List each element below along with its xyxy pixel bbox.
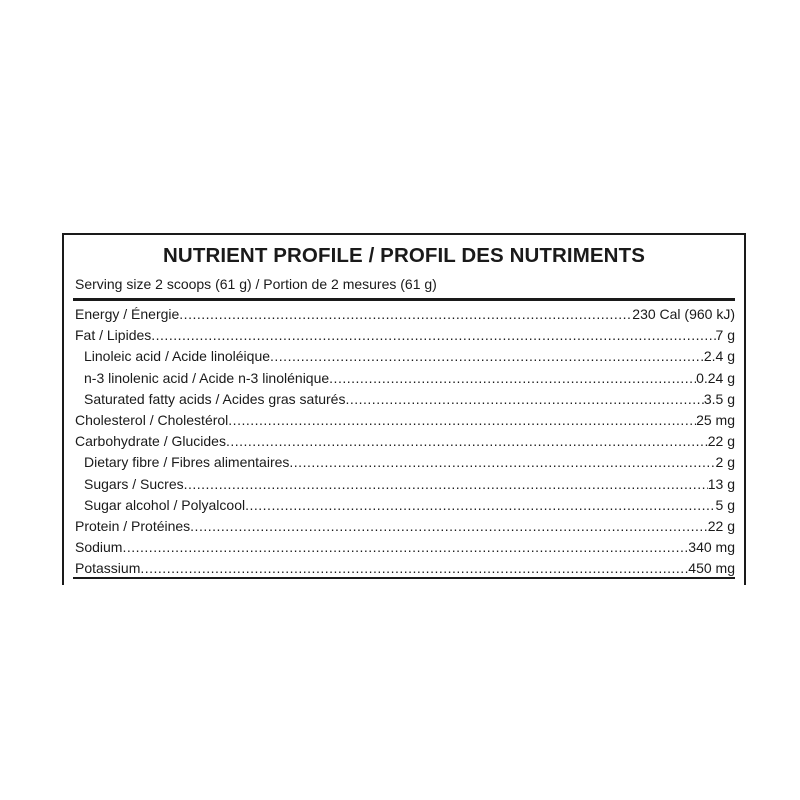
nutrient-row-fat: [75, 325, 735, 346]
dot-leader: [184, 474, 708, 495]
nutrient-label: Sugar alcohol / Polyalcool: [84, 496, 246, 513]
nutrient-value: 7 g: [715, 327, 735, 344]
nutrient-label: Protein / Protéines: [75, 517, 191, 534]
nutrient-value: 450 mg: [688, 560, 735, 577]
nutrient-value: 22 g: [707, 433, 735, 450]
dot-leader: [270, 346, 704, 367]
panel-title: NUTRIENT PROFILE / PROFIL DES NUTRIMENTS: [163, 244, 645, 267]
nutrient-label: Sodium: [75, 539, 123, 556]
nutrient-label: Dietary fibre / Fibres alimentaires: [84, 454, 290, 471]
nutrient-value: 230 Cal (960 kJ): [632, 306, 735, 322]
nutrient-list: [75, 304, 735, 579]
nutrient-row-sugars: [75, 474, 735, 495]
nutrient-row-cholesterol: [75, 410, 735, 431]
nutrient-label: Potassium: [75, 560, 141, 577]
nutrient-label: Sugars / Sucres: [84, 475, 184, 492]
nutrient-row-linoleic-acid: [75, 346, 735, 367]
dot-leader: [190, 516, 708, 537]
nutrient-value: 5 g: [715, 496, 735, 513]
nutrient-label: n-3 linolenic acid / Acide n-3 linolénique: [84, 369, 330, 386]
serving-size: Serving size 2 scoops (61 g) / Portion de 2 mesures (61 g): [75, 276, 437, 292]
nutrient-row-dietary-fibre: [75, 452, 735, 473]
nutrient-row-energy: [75, 304, 735, 325]
dot-leader: [345, 389, 703, 410]
dot-leader: [245, 495, 715, 516]
dot-leader: [228, 410, 696, 431]
nutrient-label: Carbohydrate / Glucides: [75, 433, 226, 450]
nutrient-label: Energy / Énergie: [75, 306, 180, 322]
nutrient-value: 2.4 g: [703, 348, 735, 365]
nutrient-row-sodium: [75, 537, 735, 558]
nutrient-label: Linoleic acid / Acide linoléique: [84, 348, 271, 365]
nutrient-row-carbohydrate: [75, 431, 735, 452]
nutrient-row-sugar-alcohol: [75, 495, 735, 516]
nutrient-profile-panel: [62, 233, 746, 585]
bottom-divider: [73, 577, 735, 579]
dot-leader: [226, 431, 708, 452]
nutrient-value: 13 g: [707, 475, 735, 492]
dot-leader: [329, 368, 696, 389]
nutrient-row-saturated-fatty-acids: [75, 389, 735, 410]
nutrient-row-linolenic-acid: [75, 368, 735, 389]
nutrient-value: 3.5 g: [703, 390, 735, 407]
nutrient-label: Cholesterol / Cholestérol: [75, 411, 229, 428]
thick-divider: [73, 298, 735, 301]
nutrient-label: Fat / Lipides: [75, 327, 152, 344]
nutrient-row-protein: [75, 516, 735, 537]
dot-leader: [151, 325, 715, 346]
nutrient-value: 0.24 g: [696, 369, 735, 386]
dot-leader: [179, 304, 632, 325]
nutrient-value: 22 g: [707, 517, 735, 534]
nutrient-value: 25 mg: [696, 411, 735, 428]
dot-leader: [122, 537, 688, 558]
nutrient-value: 2 g: [715, 454, 735, 471]
nutrient-value: 340 mg: [688, 539, 735, 556]
dot-leader: [289, 452, 715, 473]
nutrient-label: Saturated fatty acids / Acides gras saturés: [84, 390, 346, 407]
